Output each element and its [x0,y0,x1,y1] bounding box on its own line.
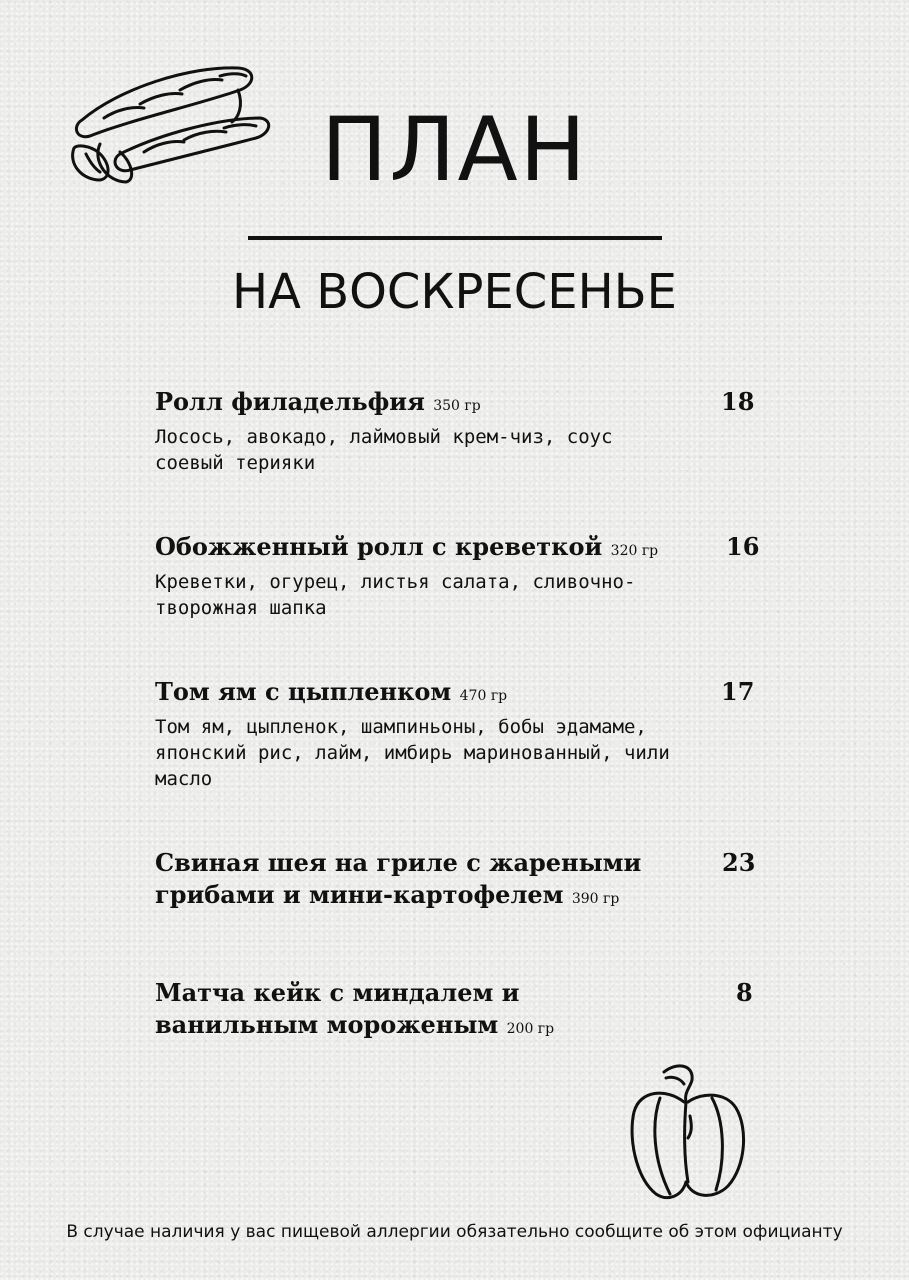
menu-item-price: 23 [722,848,756,877]
menu-item-title [155,847,685,915]
menu-item-price: 18 [721,387,755,416]
menu-item-name: Том ям с цыпленком [155,677,452,706]
menu-item-name: Матча кейк с миндалем и ванильным мороженым [155,978,520,1039]
pepper-icon [626,1058,750,1204]
menu-item-description: Креветки, огурец, листья салата, сливочно-творожная шапка [155,571,636,619]
menu-item-weight: 200 гр [506,1021,555,1037]
menu-item [155,977,795,1045]
menu-item-price: 16 [726,532,760,561]
menu-item-weight: 350 гр [433,398,481,414]
menu-item-price: 17 [721,677,755,706]
menu-item-weight: 320 гр [610,543,659,559]
menu-item [155,847,795,915]
menu-item-name: Свиная шея на гриле с жареными грибами и мини-картофелем [155,848,642,909]
menu-title: ПЛАН [321,98,588,201]
menu-item-title [155,531,715,567]
allergy-note: В случае наличия у вас пищевой аллергии обязательно сообщите об этом официанту [66,1222,843,1242]
menu-item-title [155,676,700,712]
menu-item-title [155,386,700,422]
menu-item-price: 8 [736,978,753,1007]
menu-item-name: Обожженный ролл с креветкой [155,532,603,561]
menu-item [155,531,795,621]
menu-item-weight: 390 гр [571,891,620,907]
menu-item [155,676,795,792]
title-divider [248,236,662,240]
menu-item [155,386,795,476]
menu-item-weight: 470 гр [459,688,508,704]
menu-subtitle: НА ВОСКРЕСЕНЬЕ [232,264,677,320]
menu-item-title [155,977,575,1045]
menu-item-name: Ролл филадельфия [155,387,425,416]
menu-item-description: Том ям, цыпленок, шампиньоны, бобы эдамаме, японский рис, лайм, имбирь маринованный, чили масло [155,716,670,790]
menu-item-description: Лосось, авокадо, лаймовый крем-чиз, соус соевый терияки [155,426,613,474]
